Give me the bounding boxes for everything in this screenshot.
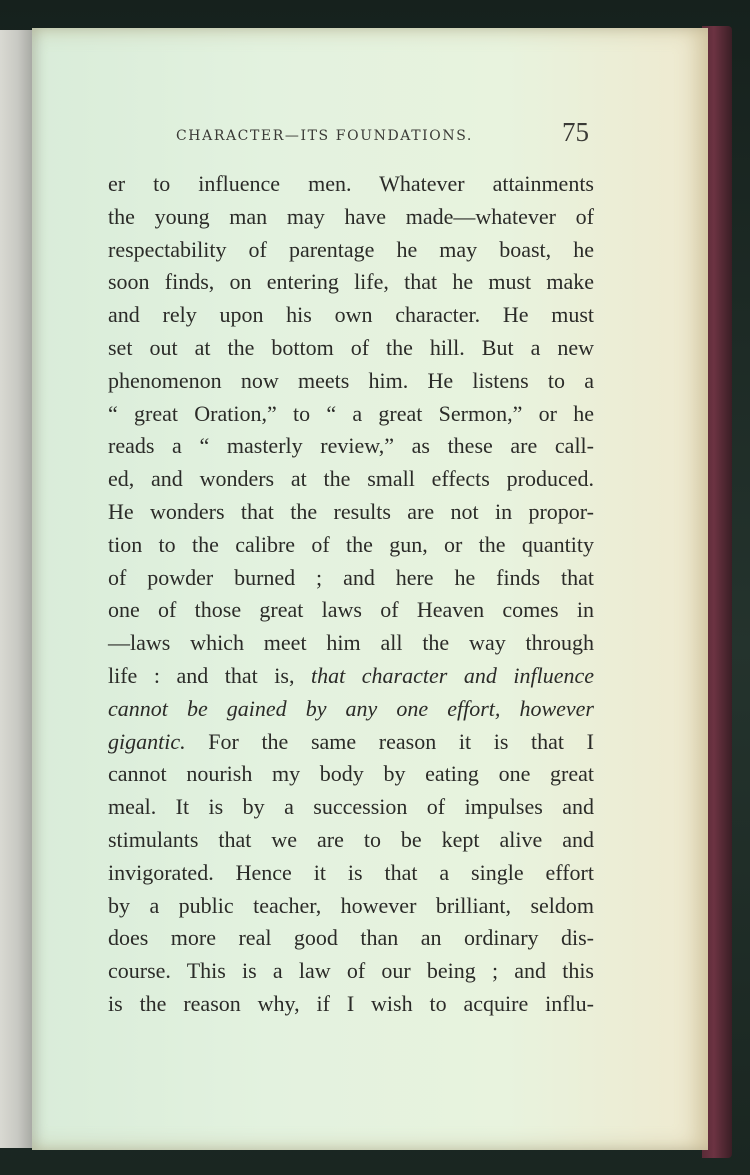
text-line [108, 660, 594, 693]
text-segment: set out at the bottom of the hill. But a new [108, 334, 594, 360]
text-segment: and rely upon his own character. He must [108, 302, 594, 328]
text-line [108, 299, 594, 332]
text-line [108, 955, 594, 988]
text-line [108, 529, 594, 562]
text-line [108, 365, 594, 398]
text-line [108, 824, 594, 857]
text-line [108, 201, 594, 234]
text-segment: stimulants that we are to be kept alive and [108, 826, 594, 852]
text-line [108, 594, 594, 627]
text-line [108, 890, 594, 923]
text-segment: tion to the calibre of the gun, or the quantity [108, 531, 594, 557]
italic-text-segment: gigantic. [108, 728, 186, 754]
text-line [108, 562, 594, 595]
body-text [108, 168, 594, 1021]
text-segment: course. This is a law of our being ; and this [108, 958, 594, 984]
text-line [108, 922, 594, 955]
text-segment: meal. It is by a succession of impulses and [108, 794, 594, 820]
text-line [108, 234, 594, 267]
text-line [108, 266, 594, 299]
text-segment: life : and that is, [108, 662, 312, 688]
text-line [108, 496, 594, 529]
text-line [108, 758, 594, 791]
text-line [108, 791, 594, 824]
text-line [108, 627, 594, 660]
page-number: 75 [562, 117, 589, 147]
text-line [108, 398, 594, 431]
text-line [108, 693, 594, 726]
text-segment: “ great Oration,” to “ a great Sermon,” or he [108, 400, 594, 426]
italic-text-segment: cannot be gained by any one effort, however [108, 695, 594, 721]
text-segment: is the reason why, if I wish to acquire influ- [108, 990, 594, 1016]
text-segment: respectability of parentage he may boast, he [108, 236, 594, 262]
text-line [108, 857, 594, 890]
text-segment: one of those great laws of Heaven comes in [108, 597, 594, 623]
text-segment: by a public teacher, however brilliant, seldom [108, 892, 594, 918]
text-line [108, 168, 594, 201]
text-segment: soon finds, on entering life, that he must make [108, 269, 594, 295]
running-title: CHARACTER—ITS FOUNDATIONS. [176, 128, 473, 144]
left-page-edge [0, 30, 34, 1148]
text-line [108, 332, 594, 365]
italic-text-segment: that character and influence [311, 662, 594, 688]
text-segment: cannot nourish my body by eating one great [108, 761, 594, 787]
text-segment: does more real good than an ordinary dis- [108, 925, 594, 951]
text-segment: er to influence men. Whatever attainments [108, 171, 594, 196]
text-line [108, 430, 594, 463]
text-segment: of powder burned ; and here he finds that [108, 564, 594, 590]
text-line [108, 726, 594, 759]
text-segment: the young man may have made—whatever of [108, 203, 594, 229]
text-segment: —laws which meet him all the way through [108, 630, 594, 656]
text-segment: phenomenon now meets him. He listens to a [108, 367, 594, 393]
text-segment: invigorated. Hence it is that a single effort [108, 859, 594, 885]
text-segment: For the same reason it is that I [185, 728, 594, 754]
text-line [108, 463, 594, 496]
text-segment: ed, and wonders at the small effects produced. [108, 466, 594, 492]
text-segment: He wonders that the results are not in propor- [108, 498, 594, 524]
text-line [108, 988, 594, 1021]
text-segment: reads a “ masterly review,” as these are call- [108, 433, 594, 459]
